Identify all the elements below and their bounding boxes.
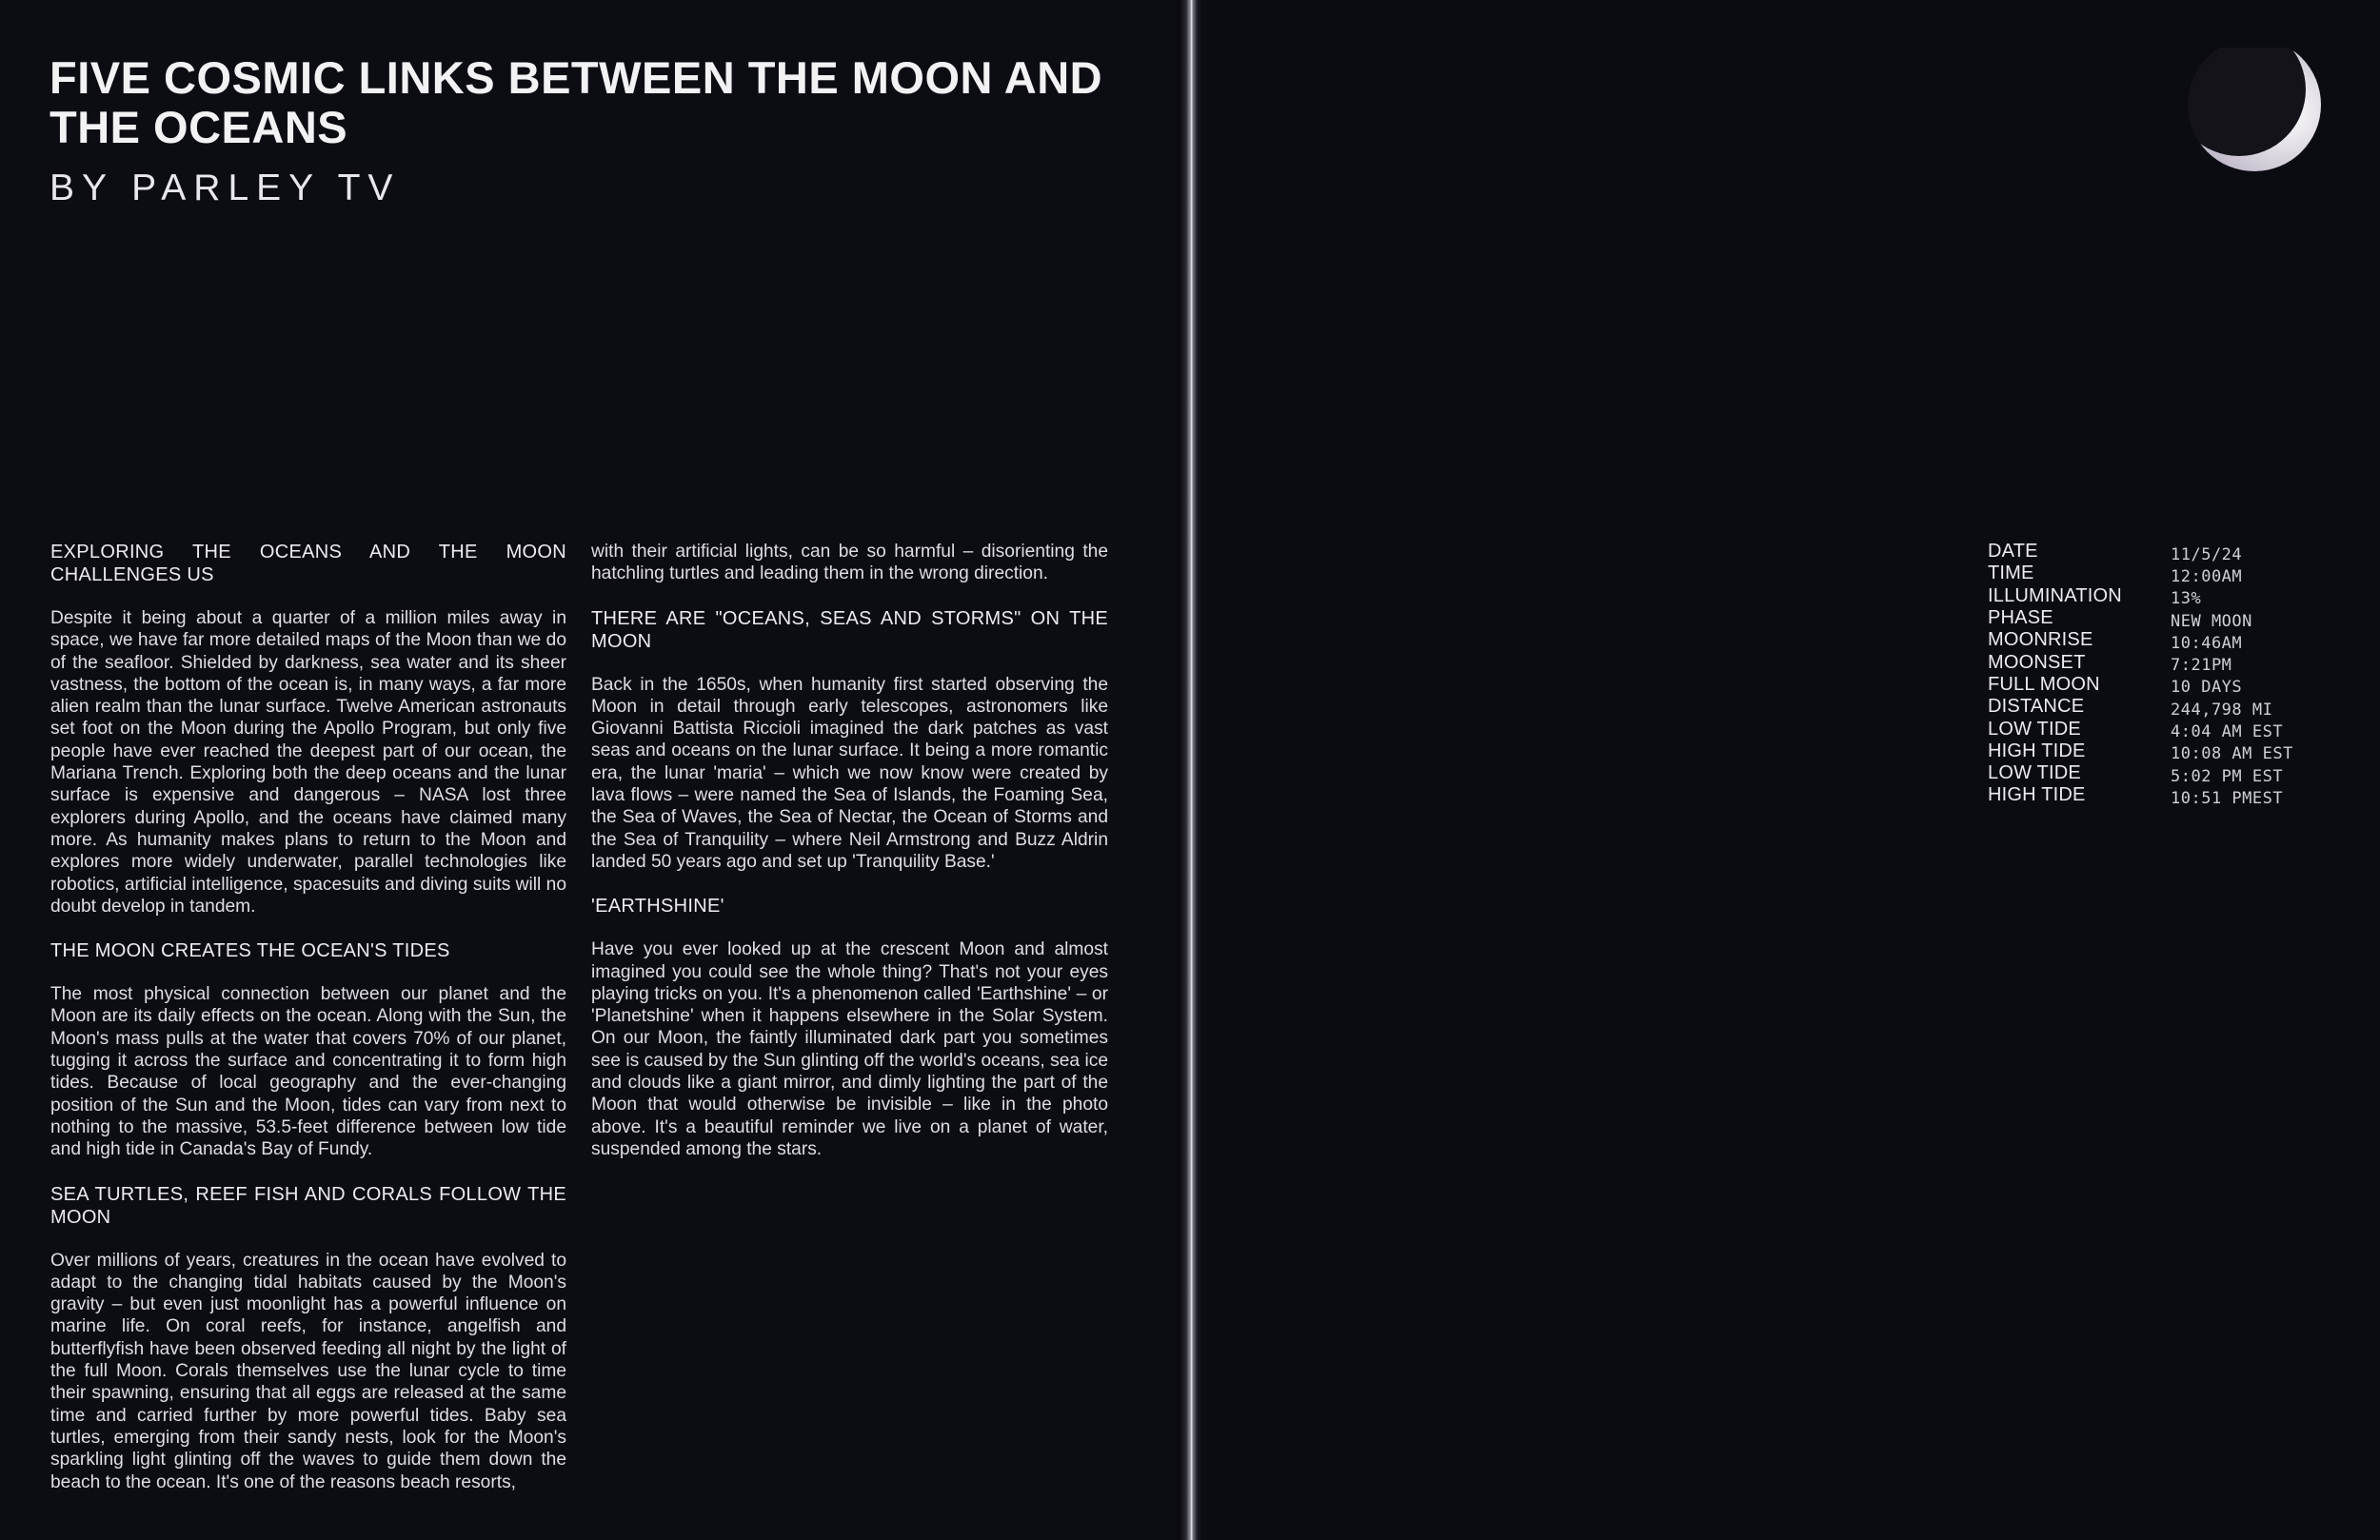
moon-data-row xyxy=(1988,718,2350,740)
moon-data-label: ILLUMINATION xyxy=(1988,584,2122,606)
section-heading: 'EARTHSHINE' xyxy=(591,896,724,918)
moon-data-value: 7:21PM xyxy=(2171,656,2232,676)
moon-data-value: 10:51 PMEST xyxy=(2171,788,2284,808)
moon-data-row xyxy=(1988,784,2350,806)
section-body: Despite it being about a quarter of a million miles away in space, we have far more detailed maps of the Moon than we do of the seafloor. Shielded by darkness, sea water and its sheer vastness, the bottom of the ocean is, in many ways, a far more alien realm than the lunar surface. Twelve American astronauts set foot on the Moon during the Apollo Program, but only five people have ever reached the deepest part of our ocean, the Mariana Trench. Exploring both the deep oceans and the lunar surface is expensive and dangerous – NASA lost three explorers during Apollo, and the oceans have claimed many more. As humanity makes plans to return to the Moon and explores more widely underwater, parallel technologies like robotics, artificial intelligence, spacesuits and diving suits will no doubt develop in tandem. xyxy=(50,608,566,917)
moon-data-label: LOW TIDE xyxy=(1988,762,2081,784)
moon-data-label: MOONSET xyxy=(1988,651,2086,673)
moon-data-label: TIME xyxy=(1988,563,2034,584)
article-title: FIVE COSMIC LINKS BETWEEN THE MOON AND THE OCEANS xyxy=(50,52,1103,152)
moon-data-value: 10:46AM xyxy=(2171,633,2243,653)
moon-data-value: 244,798 MI xyxy=(2171,700,2273,720)
moon-data-row xyxy=(1988,607,2350,629)
text-column-1 xyxy=(50,541,566,1515)
moon-data-value: 12:00AM xyxy=(2171,566,2243,586)
moon-data-value: NEW MOON xyxy=(2171,611,2252,631)
moon-data-row xyxy=(1988,585,2350,607)
moon-data-row xyxy=(1988,696,2350,718)
moon-data-row xyxy=(1988,674,2350,696)
section-body-continued: with their artificial lights, can be so harmful – disorienting the hatchling turtles and leading them in the wrong direction. xyxy=(591,542,1108,584)
moon-data-table xyxy=(1988,541,2350,807)
left-page xyxy=(0,0,1180,1540)
section-body: The most physical connection between our planet and the Moon are its daily effects on the ocean. Along with the Sun, the Moon's mass pulls at the water that covers 70% of our planet, tugging it across the surface and concentrating it to form high tides. Because of local geography and the ever-changing position of the Sun and the Moon, tides can vary from next to nothing to the massive, 53.5-feet difference between low tide and high tide in Canada's Bay of Fundy. xyxy=(50,984,566,1160)
crescent-moon-icon xyxy=(2171,48,2332,190)
book-gutter xyxy=(1179,0,1203,1540)
moon-data-label: DISTANCE xyxy=(1988,696,2085,718)
moon-data-value: 13% xyxy=(2171,589,2202,609)
section-body: Back in the 1650s, when humanity first started observing the Moon in detail through early telescopes, astronomers like Giovanni Battista Riccioli imagined the dark patches as vast seas and oceans on the lunar surface. It being a more romantic era, the lunar 'maria' – which we now know were created by lava flows – were named the Sea of Islands, the Foaming Sea, the Sea of Waves, the Sea of Nectar, the Ocean of Storms and the Sea of Tranquility – where Neil Armstrong and Buzz Aldrin landed 50 years ago and set up 'Tranquility Base.' xyxy=(591,674,1108,872)
moon-data-label: DATE xyxy=(1988,541,2038,563)
moon-data-label: MOONRISE xyxy=(1988,629,2093,651)
moon-data-label: PHASE xyxy=(1988,607,2053,629)
moon-data-row xyxy=(1988,740,2350,762)
moon-data-value: 10:08 AM EST xyxy=(2171,744,2293,764)
moon-data-label: HIGH TIDE xyxy=(1988,740,2086,761)
moon-data-row xyxy=(1988,541,2350,563)
moon-data-row xyxy=(1988,563,2350,584)
moon-data-label: FULL MOON xyxy=(1988,673,2100,695)
article-byline: BY PARLEY TV xyxy=(50,168,401,208)
section-body: Over millions of years, creatures in the ocean have evolved to adapt to the changing tidal habitats caused by the Moon's gravity – but even just moonlight has a powerful influence on marine life. On coral reefs, for instance, angelfish and butterflyfish have been observed feeding all night by the light of the full Moon. Corals themselves use the lunar cycle to time their spawning, ensuring that all eggs are released at the same time and carried further by more powerful tides. Baby sea turtles, emerging from their sandy nests, look for the Moon's sparkling light glinting off the waves to guide them down the beach to the ocean. It's one of the reasons beach resorts, xyxy=(50,1250,566,1492)
moon-data-label: LOW TIDE xyxy=(1988,718,2081,740)
moon-data-label: HIGH TIDE xyxy=(1988,784,2086,806)
moon-data-row xyxy=(1988,651,2350,676)
moon-data-value: 10 DAYS xyxy=(2171,678,2243,698)
moon-data-row xyxy=(1988,762,2350,784)
section-heading: THE MOON CREATES THE OCEAN'S TIDES xyxy=(50,940,450,962)
text-column-2 xyxy=(591,541,1108,1182)
moon-data-value: 4:04 AM EST xyxy=(2171,722,2284,742)
section-heading: EXPLORING THE OCEANS AND THE MOON CHALLENGES US xyxy=(50,542,566,585)
moon-data-value: 5:02 PM EST xyxy=(2171,766,2284,786)
moon-data-row xyxy=(1988,629,2350,651)
section-body: Have you ever looked up at the crescent Moon and almost imagined you could see the whole thing? That's not your eyes playing tricks on you. It's a phenomenon called 'Earthshine' – or 'Planetshine' when it happens elsewhere in the Solar System. On our Moon, the faintly illuminated dark part you sometimes see is caused by the Sun glinting off the world's oceans, sea ice and clouds like a giant mirror, and dimly lighting the part of the Moon that would otherwise be invisible – like in the photo above. It's a beautiful reminder we live on a planet of water, suspended among the stars. xyxy=(591,939,1108,1159)
moon-data-value: 11/5/24 xyxy=(2171,544,2243,564)
section-heading: THERE ARE "OCEANS, SEAS AND STORMS" ON THE MOON xyxy=(591,607,1108,652)
section-heading: SEA TURTLES, REEF FISH AND CORALS FOLLOW THE MOON xyxy=(50,1183,566,1228)
